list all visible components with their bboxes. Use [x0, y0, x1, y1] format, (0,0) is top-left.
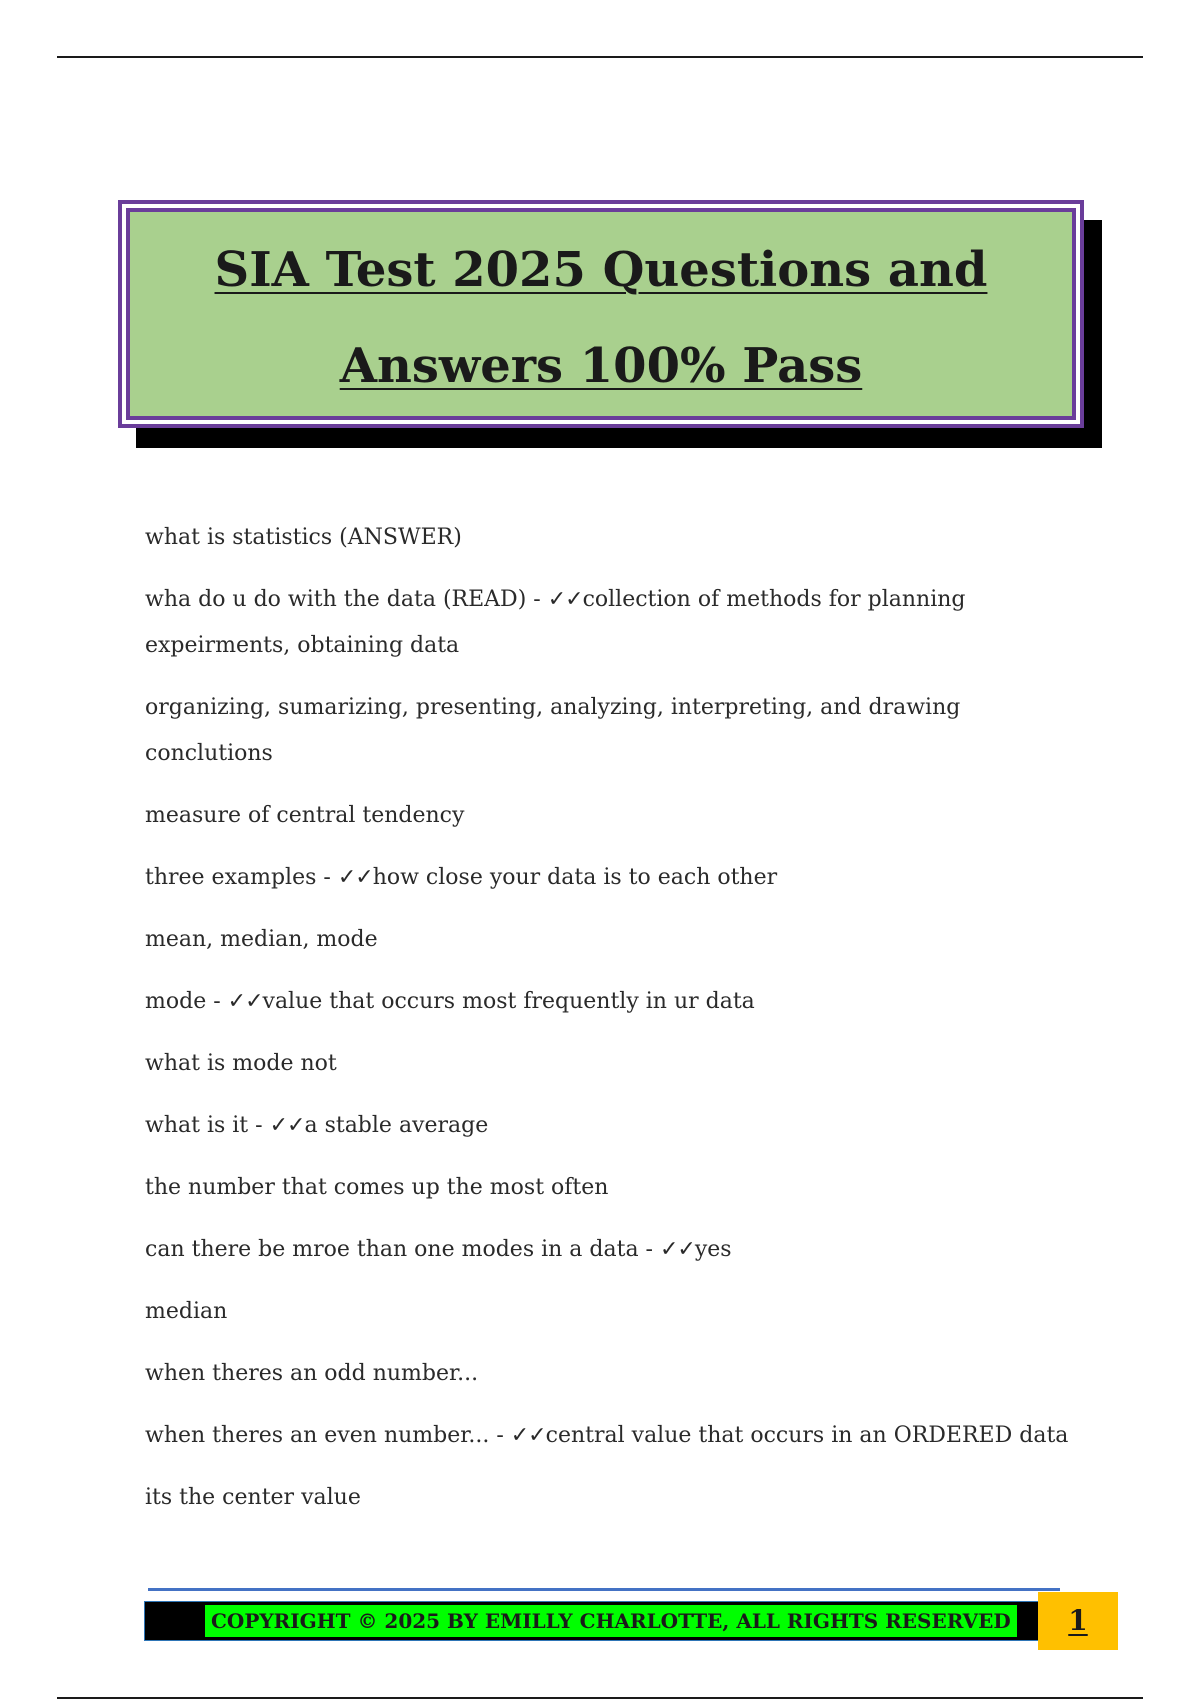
- paragraph: the number that comes up the most often: [145, 1175, 609, 1200]
- double-check-icon: ✓✓: [269, 1113, 305, 1138]
- bottom-rule: [57, 1697, 1143, 1699]
- paragraph: can there be mroe than one modes in a data - ✓✓yes: [145, 1237, 732, 1262]
- paragraph: mode - ✓✓value that occurs most frequently in ur data: [145, 989, 755, 1014]
- double-check-icon: ✓✓: [547, 587, 583, 612]
- title-banner: [118, 200, 1084, 428]
- paragraph: mean, median, mode: [145, 927, 378, 952]
- double-check-icon: ✓✓: [659, 1237, 695, 1262]
- footer-rule: [148, 1588, 1060, 1591]
- paragraph: its the center value: [145, 1485, 361, 1510]
- paragraph: what is statistics (ANSWER): [145, 525, 462, 550]
- document-title-line-2: Answers 100% Pass: [339, 338, 863, 394]
- paragraph: what is it - ✓✓a stable average: [145, 1113, 489, 1138]
- paragraph: what is mode not: [145, 1051, 337, 1076]
- paragraph: when theres an even number... - ✓✓central value that occurs in an ORDERED data: [145, 1423, 1069, 1448]
- document-body: [145, 515, 1069, 1537]
- header-rule: [57, 56, 1143, 58]
- paragraph: wha do u do with the data (READ) - ✓✓collection of methods for planning expeirments, obtaining data: [145, 587, 966, 658]
- paragraph: organizing, sumarizing, presenting, analyzing, interpreting, and drawing conclutions: [145, 695, 961, 766]
- paragraph: three examples - ✓✓how close your data is to each other: [145, 865, 778, 890]
- double-check-icon: ✓✓: [337, 865, 373, 890]
- paragraph: when theres an odd number...: [145, 1361, 479, 1386]
- document-title-line-1: SIA Test 2025 Questions and: [214, 242, 988, 298]
- title-banner-inner: [126, 208, 1076, 420]
- footer-copyright: COPYRIGHT © 2025 BY EMILLY CHARLOTTE, ALL RIGHTS RESERVED: [205, 1605, 1017, 1637]
- paragraph: measure of central tendency: [145, 803, 465, 828]
- page-number: 1: [1068, 1604, 1088, 1637]
- paragraph: median: [145, 1299, 228, 1324]
- page-number-badge: [1038, 1592, 1118, 1650]
- double-check-icon: ✓✓: [227, 989, 263, 1014]
- double-check-icon: ✓✓: [510, 1423, 546, 1448]
